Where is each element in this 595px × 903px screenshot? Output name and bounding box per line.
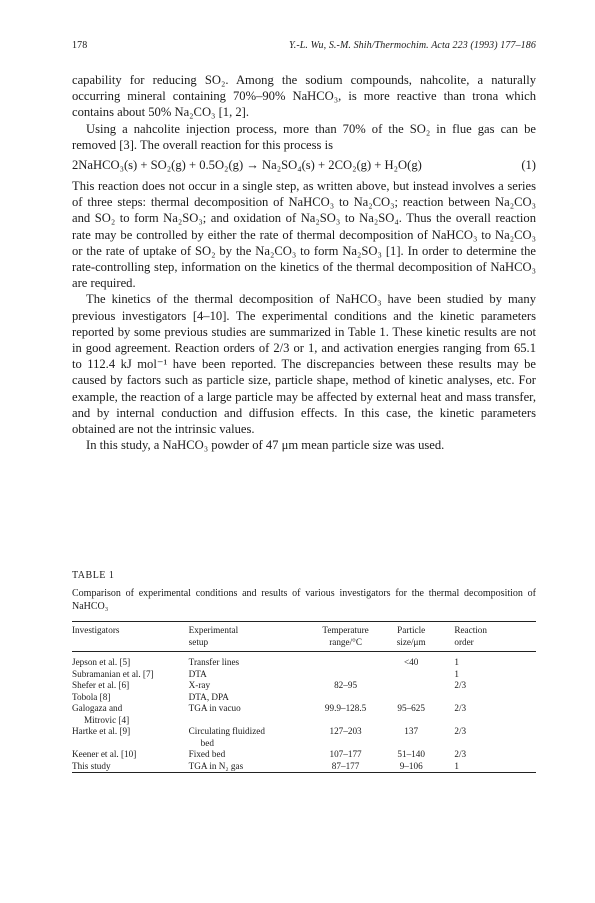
comparison-table [72, 621, 536, 773]
cell-particle: 95–625 [397, 703, 425, 713]
cell-temperature: 82–95 [334, 680, 358, 690]
cell-order: 2/3 [454, 726, 467, 736]
cell-investigators: This study [72, 760, 111, 771]
cell-investigators: Tobola [8] [72, 691, 111, 702]
cell-investigators: Jepson et al. [5] [72, 657, 131, 667]
cell-setup: Fixed bed [188, 749, 226, 759]
cell-temperature: 127–203 [329, 726, 362, 736]
body-text [72, 72, 536, 453]
cell-order: 2/3 [454, 703, 467, 713]
table-row [72, 749, 536, 761]
cell-particle [380, 692, 442, 704]
table-row [72, 652, 536, 669]
page-number: 178 [72, 40, 88, 51]
cell-particle: 51–140 [397, 749, 425, 759]
cell-investigators: Subramanian et al. [7] [72, 668, 154, 679]
cell-setup: Transfer lines [188, 657, 240, 667]
equation-number: (1) [521, 158, 536, 173]
cell-order: 2/3 [454, 680, 467, 690]
cell-order: 2/3 [454, 749, 467, 759]
cell-temperature [311, 652, 380, 669]
cell-setup: Circulating fluidized bed [188, 726, 265, 748]
table-row [72, 692, 536, 704]
cell-temperature: 87–177 [331, 760, 360, 771]
cell-order: 1 [454, 657, 459, 667]
cell-order: 1 [454, 668, 459, 679]
table-row [72, 761, 536, 773]
page-header [72, 40, 536, 56]
column-header-investigators: Investigators [72, 625, 120, 635]
table-label: TABLE 1 [72, 570, 115, 581]
cell-temperature: 99.9–128.5 [324, 703, 367, 713]
table-header-row [72, 622, 536, 652]
cell-particle [380, 669, 442, 681]
cell-investigators: Galogaza and Mitrovic [4] [72, 703, 130, 725]
equation-text: 2NaHCO₃(s) + SO₂(g) + 0.5O₂(g) → Na₂SO₄(s) + 2CO₂(g) + H₂O(g) [72, 158, 422, 173]
cell-temperature: 107–177 [329, 749, 362, 759]
cell-particle [380, 680, 442, 692]
column-header-setup: Experimental setup [188, 625, 239, 647]
cell-particle: 137 [404, 726, 419, 736]
cell-setup: TGA in vacuo [188, 703, 241, 713]
cell-particle: 9–106 [399, 760, 423, 771]
table-caption: Comparison of experimental conditions and results of various investigators for the thermal decomposition of NaHCO₃ [72, 588, 536, 612]
table-row [72, 726, 536, 749]
paragraph: This reaction does not occur in a single step, as written above, but instead involves a series of three steps: thermal decomposition of NaHCO₃ to Na₂CO₃; reaction between Na₂CO₃ and SO₂ to form Na₂SO₃; and oxidation of Na₂SO₃ to Na₂SO₄. Thus the overall reaction rate may be controlled by either the rate of thermal decomposition of NaHCO₃ to Na₂CO₃ or the rate of uptake of SO₂ by the Na₂CO₃ to form Na₂SO₃ [1]. In order to determine the rate-controlling step, information on the kinetics of the thermal decomposition of NaHCO₃ are required. [72, 179, 536, 291]
table-1 [72, 570, 536, 773]
table-row [72, 669, 536, 681]
running-head: Y.-L. Wu, S.-M. Shih/Thermochim. Acta 223 (1993) 177–186 [289, 40, 536, 51]
cell-investigators: Shefer et al. [6] [72, 680, 130, 690]
table-row [72, 680, 536, 692]
cell-temperature [311, 692, 380, 704]
cell-particle: <40 [403, 657, 419, 667]
cell-order [442, 692, 536, 704]
cell-setup: DTA, DPA [188, 691, 229, 702]
cell-setup: TGA in N₂ gas [188, 760, 244, 771]
cell-temperature [311, 669, 380, 681]
cell-investigators: Hartke et al. [9] [72, 726, 131, 736]
paragraph: capability for reducing SO₂. Among the sodium compounds, nahcolite, a naturally occurring mineral containing 70%–90% NaHCO₃, is more reactive than trona which contains about 50% Na₂CO₃ [1, 2]. [72, 73, 536, 120]
column-header-particle: Particle size/μm [396, 625, 426, 647]
equation [72, 155, 536, 176]
paragraph: In this study, a NaHCO₃ powder of 47 μm mean particle size was used. [86, 438, 445, 453]
paragraph: Using a nahcolite injection process, more than 70% of the SO₂ in flue gas can be removed [3]. The overall reaction for this process is [72, 121, 536, 152]
column-header-temperature: Temperature range/°C [322, 625, 369, 647]
cell-setup: X-ray [188, 680, 211, 690]
column-header-order: Reaction order [454, 625, 487, 647]
table-row [72, 703, 536, 726]
cell-investigators: Keener et al. [10] [72, 749, 137, 759]
paragraph: The kinetics of the thermal decomposition of NaHCO₃ have been studied by many previous investigators [4–10]. The experimental conditions and the kinetic parameters reported by some previous studies are summarized in Table 1. These kinetic results are not in good agreement. Reaction orders of 2/3 or 1, and activation energies ranging from 65.1 to 112.4 kJ mol⁻¹ have been reported. The discrepancies between these results may be caused by factors such as particle size, particle shape, method of kinetic analyses, etc. For example, the reaction of a large particle may be affected by external heat and mass transfer, and by internal conduction and diffusion effects. In this case, the kinetic parameters obtained are not the intrinsic values. [72, 292, 536, 437]
cell-order: 1 [454, 760, 459, 771]
cell-setup: DTA [188, 668, 207, 679]
